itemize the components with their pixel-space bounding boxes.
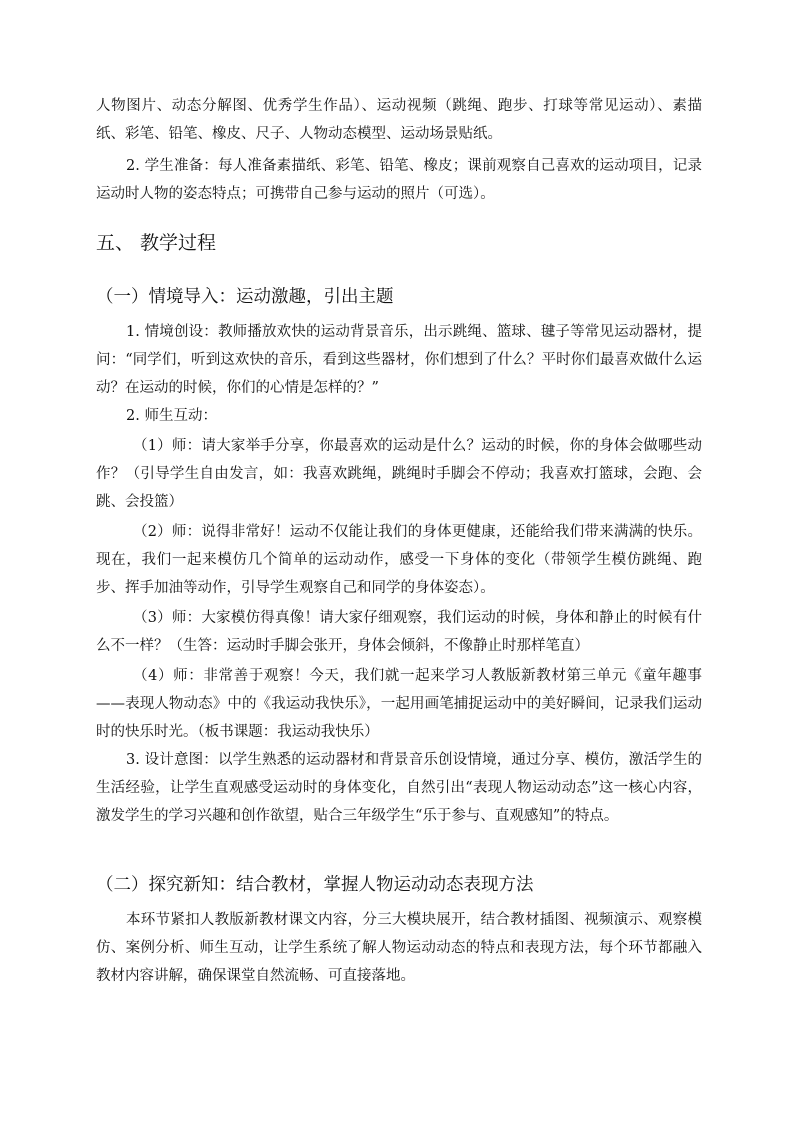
paragraph-student-preparation: 2. 学生准备：每人准备素描纸、彩笔、铅笔、橡皮；课前观察自己喜欢的运动项目，记录运动时人物的姿态特点；可携带自己参与运动的照片（可选）。 — [96, 158, 702, 202]
subsection-heading-explore-new-knowledge: （二）探究新知：结合教材，掌握人物运动动态表现方法 — [96, 875, 534, 895]
paragraph-interaction-1: （1）师：请大家举手分享，你最喜欢的运动是什么？运动的时候，你的身体会做哪些动作？（引导学生自由发言，如：我喜欢跳绳，跳绳时手脚会不停动；我喜欢打篮球，会跑、会跳、会投篮） — [96, 438, 702, 510]
subsection-heading-situation-intro: （一）情境导入：运动激趣，引出主题 — [96, 287, 394, 307]
paragraph-materials-continued: 人物图片、动态分解图、优秀学生作品）、运动视频（跳绳、跑步、打球等常见运动）、素描纸、彩笔、铅笔、橡皮、尺子、人物动态模型、运动场景贴纸。 — [96, 98, 702, 142]
section-heading-teaching-process: 五、 教学过程 — [96, 232, 217, 254]
paragraph-interaction-3: （3）师：大家模仿得真像！请大家仔细观察，我们运动的时候，身体和静止的时候有什么不一样？（生答：运动时手脚会张开，身体会倾斜，不像静止时那样笔直） — [96, 610, 702, 654]
paragraph-situation-creation: 1. 情境创设：教师播放欢快的运动背景音乐，出示跳绳、篮球、毽子等常见运动器材，提问：“同学们，听到这欢快的音乐，看到这些器材，你们想到了什么？平时你们最喜欢做什么运动？在运动的时候，你们的心情是怎样的？” — [96, 324, 702, 396]
paragraph-interaction-title: 2. 师生互动： — [126, 408, 217, 424]
paragraph-interaction-2: （2）师：说得非常好！运动不仅能让我们的身体更健康，还能给我们带来满满的快乐。现在，我们一起来模仿几个简单的运动动作，感受一下身体的变化（带领学生模仿跳绳、跑步、挥手加油等动作，引导学生观察自己和同学的身体姿态）。 — [96, 524, 702, 596]
paragraph-design-intent: 3. 设计意图：以学生熟悉的运动器材和背景音乐创设情境，通过分享、模仿，激活学生的生活经验，让学生直观感受运动时的身体变化，自然引出“表现人物运动动态”这一核心内容，激发学生的学习兴趣和创作欲望，贴合三年级学生“乐于参与、直观感知”的特点。 — [96, 752, 702, 824]
paragraph-module-overview: 本环节紧扣人教版新教材课文内容，分三大模块展开，结合教材插图、视频演示、观察模仿、案例分析、师生互动，让学生系统了解人物运动动态的特点和表现方法，每个环节都融入教材内容讲解，确保课堂自然流畅、可直接落地。 — [96, 912, 702, 984]
paragraph-interaction-4: （4）师：非常善于观察！今天，我们就一起来学习人教版新教材第三单元《童年趣事——表现人物动态》中的《我运动我快乐》，一起用画笔捕捉运动中的美好瞬间，记录我们运动时的快乐时光。（板书课题：我运动我快乐） — [96, 668, 702, 740]
